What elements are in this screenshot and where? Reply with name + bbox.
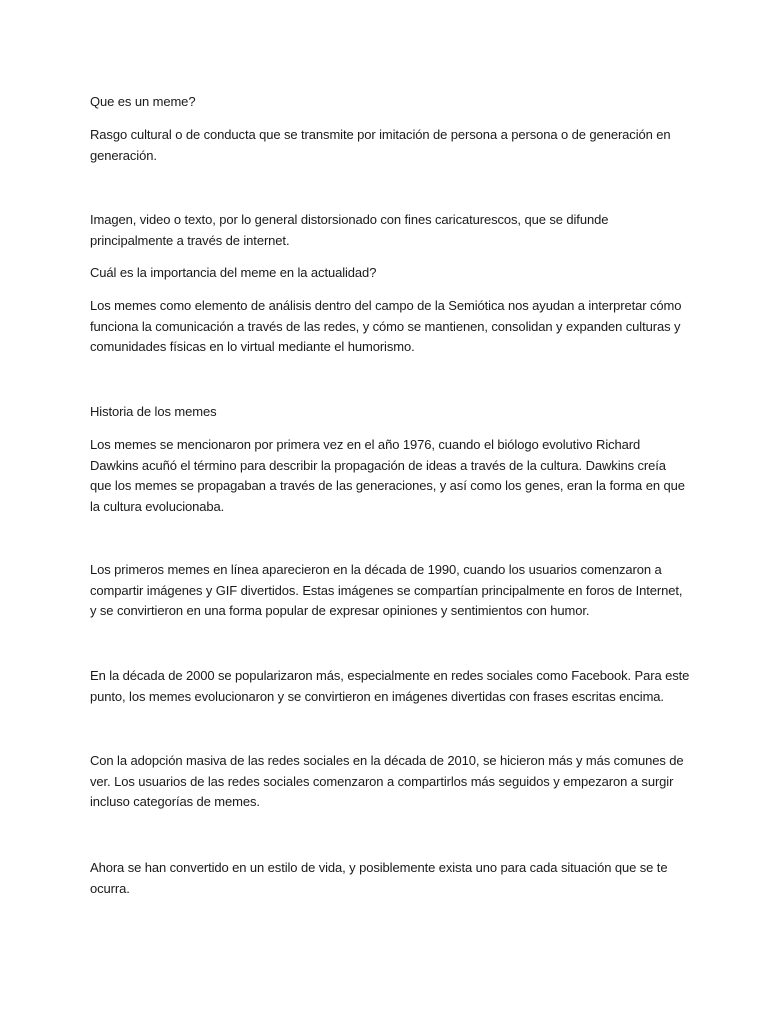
definition-paragraph-internet: Imagen, video o texto, por lo general distorsionado con fines caricaturescos, que se difunde principalmente a través de internet. [90,212,609,248]
importance-paragraph: Los memes como elemento de análisis dentro del campo de la Semiótica nos ayudan a interpretar cómo funciona la comunicación a través de las redes, y cómo se mantienen, consolidan y expanden culturas y comunidades físicas en lo virtual mediante el humorismo. [90,298,682,355]
history-paragraph-2000: En la década de 2000 se popularizaron más, especialmente en redes sociales como Facebook. Para este punto, los memes evolucionaron y se convirtieron en imágenes divertidas con frases escritas encima. [90,668,690,704]
section-heading-history: Historia de los memes [90,404,217,419]
definition-paragraph-cultural: Rasgo cultural o de conducta que se transmite por imitación de persona a persona o de generación en generación. [90,127,671,163]
question-heading-what-is-meme: Que es un meme? [90,94,196,109]
history-paragraph-1976: Los memes se mencionaron por primera vez en el año 1976, cuando el biólogo evolutivo Richard Dawkins acuñó el término para describir la propagación de ideas a través de la cultura. Dawkins creía que los memes se propagaban a través de las generaciones, y así como los genes, eran la forma en que la cultura evolucionaba. [90,437,685,514]
history-paragraph-2010: Con la adopción masiva de las redes sociales en la década de 2010, se hicieron más y más comunes de ver. Los usuarios de las redes sociales comenzaron a compartirlos más seguidos y empezaron a surgir incluso categorías de memes. [90,753,684,810]
closing-paragraph: Ahora se han convertido en un estilo de vida, y posiblemente exista uno para cada situación que se te ocurra. [90,860,668,896]
history-paragraph-1990: Los primeros memes en línea aparecieron en la década de 1990, cuando los usuarios comenzaron a compartir imágenes y GIF divertidos. Estas imágenes se compartían principalmente en foros de Internet, y se convirtieron en una forma popular de expresar opiniones y sentimientos con humor. [90,562,683,619]
question-heading-importance: Cuál es la importancia del meme en la actualidad? [90,265,377,280]
